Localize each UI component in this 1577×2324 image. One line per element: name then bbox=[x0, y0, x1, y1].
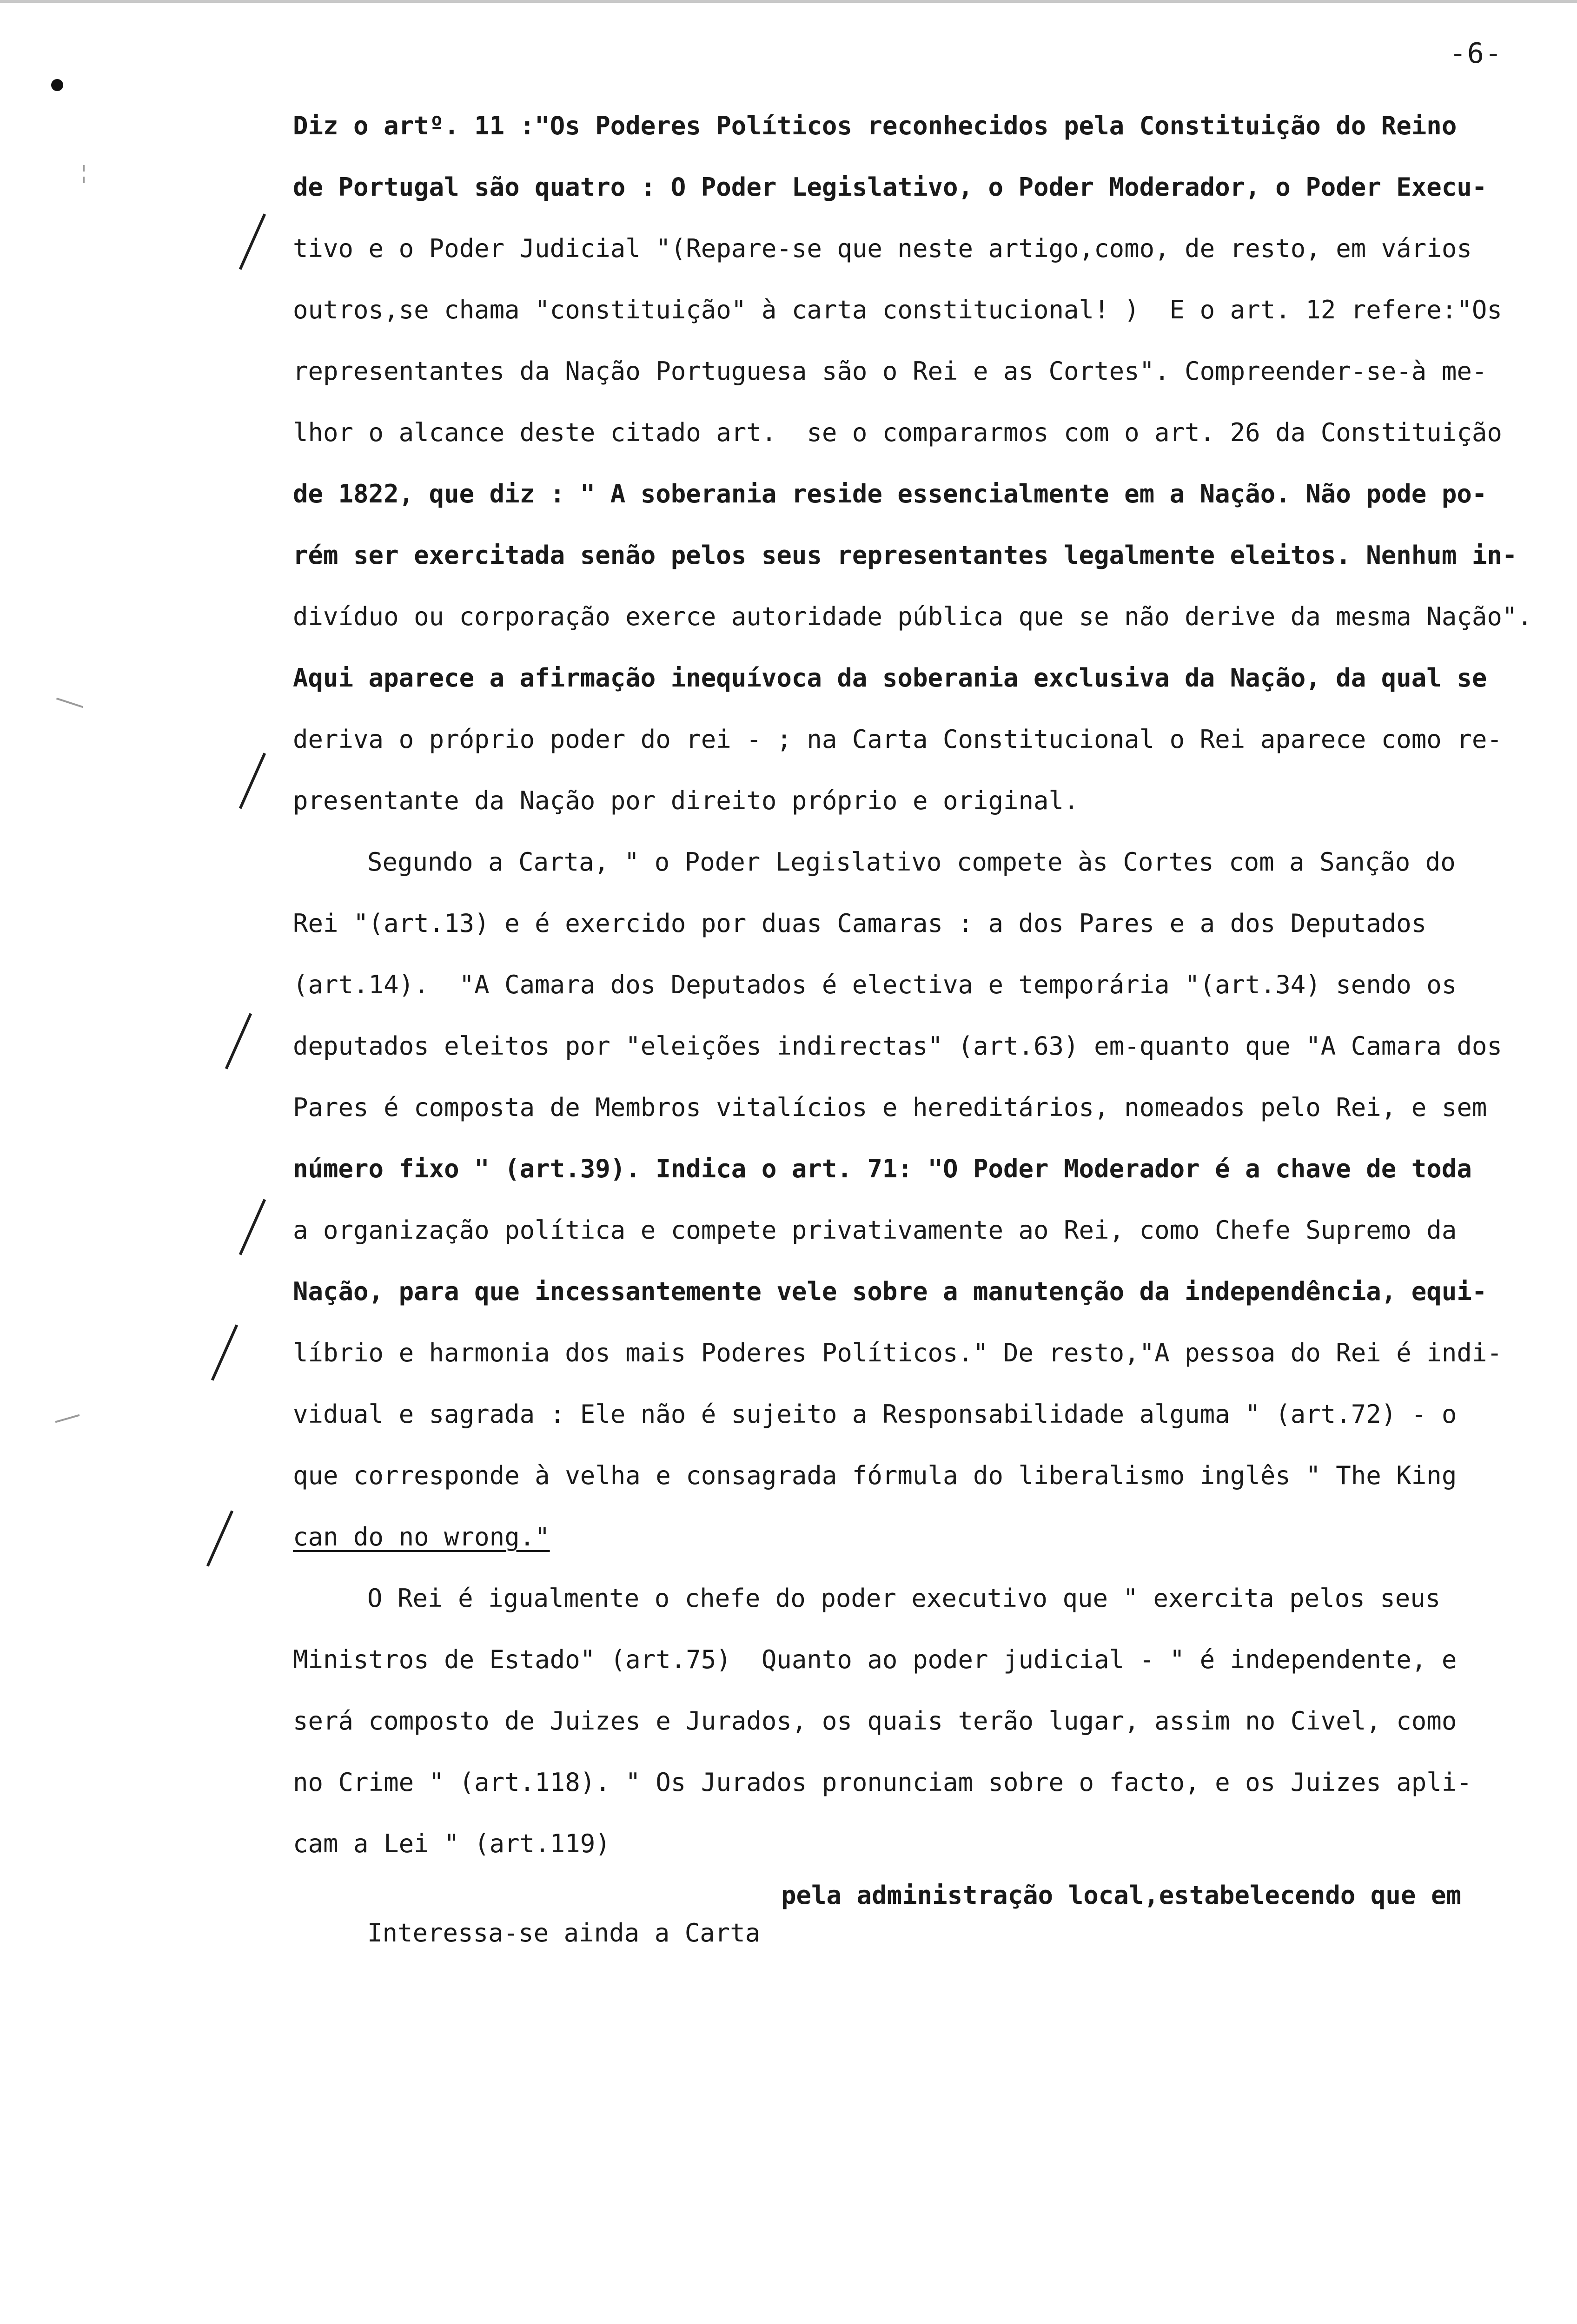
text-line: divíduo ou corporação exerce autoridade pública que se não derive da mesma Nação". bbox=[293, 602, 1532, 631]
text-line: Ministros de Estado" (art.75) Quanto ao poder judicial - " é independente, e bbox=[293, 1645, 1457, 1674]
text-line: Diz o artº. 11 :"Os Poderes Políticos reconhecidos pela Constituição do Reino bbox=[293, 111, 1457, 140]
text-line: (art.14). "A Camara dos Deputados é electiva e temporária "(art.34) sendo os bbox=[293, 970, 1457, 999]
punch-hole-mark bbox=[51, 79, 63, 91]
text-line: lhor o alcance deste citado art. se o compararmos com o art. 26 da Constituição bbox=[293, 418, 1502, 447]
text-line: número fixo " (art.39). Indica o art. 71: "O Poder Moderador é a chave de toda bbox=[293, 1154, 1472, 1183]
margin-smudge bbox=[83, 165, 85, 172]
text-line: no Crime " (art.118). " Os Jurados pronunciam sobre o facto, e os Juizes apli- bbox=[293, 1768, 1472, 1797]
text-line: rém ser exercitada senão pelos seus representantes legalmente eleitos. Nenhum in- bbox=[293, 541, 1517, 570]
text-line: representantes da Nação Portuguesa são o Rei e as Cortes". Compreender-se-à me- bbox=[293, 357, 1487, 386]
last-text-line: Interessa-se ainda a Carta bbox=[367, 1918, 761, 1948]
margin-slash-mark bbox=[239, 213, 266, 270]
text-line: deputados eleitos por "eleições indirectas" (art.63) em-quanto que "A Camara dos bbox=[293, 1031, 1502, 1061]
text-line: de Portugal são quatro : O Poder Legislativo, o Poder Moderador, o Poder Execu- bbox=[293, 172, 1487, 202]
margin-slash-mark bbox=[239, 1199, 266, 1255]
text-line: tivo e o Poder Judicial "(Repare-se que neste artigo,como, de resto, em vários bbox=[293, 234, 1472, 263]
text-line: Rei "(art.13) e é exercido por duas Camaras : a dos Pares e a dos Deputados bbox=[293, 909, 1427, 938]
text-line: vidual e sagrada : Ele não é sujeito a Responsabilidade alguma " (art.72) - o bbox=[293, 1400, 1457, 1429]
text-line: Aqui aparece a afirmação inequívoca da soberania exclusiva da Nação, da qual se bbox=[293, 663, 1487, 693]
margin-slash-mark bbox=[225, 1013, 252, 1069]
margin-slash-mark bbox=[206, 1510, 233, 1566]
margin-slash-mark bbox=[239, 753, 266, 809]
text-line: deriva o próprio poder do rei - ; na Carta Constitucional o Rei aparece como re- bbox=[293, 725, 1502, 754]
text-line: será composto de Juizes e Jurados, os quais terão lugar, assim no Civel, como bbox=[293, 1706, 1457, 1736]
text-line: O Rei é igualmente o chefe do poder executivo que " exercita pelos seus bbox=[367, 1584, 1441, 1613]
text-line: Nação, para que incessantemente vele sobre a manutenção da independência, equi- bbox=[293, 1277, 1487, 1306]
text-line: cam a Lei " (art.119) bbox=[293, 1829, 610, 1858]
margin-smudge bbox=[83, 177, 85, 183]
text-line: Segundo a Carta, " o Poder Legislativo compete às Cortes com a Sanção do bbox=[367, 847, 1456, 877]
margin-curve bbox=[55, 1414, 80, 1423]
text-line: presentante da Nação por direito próprio e original. bbox=[293, 786, 1079, 815]
body-text bbox=[293, 95, 1532, 1964]
text-line: can do no wrong." bbox=[293, 1522, 550, 1552]
text-line: que corresponde à velha e consagrada fórmula do liberalismo inglês " The King bbox=[293, 1461, 1457, 1490]
text-line: a organização política e compete privativamente ao Rei, como Chefe Supremo da bbox=[293, 1215, 1457, 1245]
top-edge-rule bbox=[0, 0, 1577, 3]
text-line: outros,se chama "constituição" à carta constitucional! ) E o art. 12 refere:"Os bbox=[293, 295, 1502, 324]
margin-slash-mark bbox=[211, 1324, 238, 1380]
text-line: de 1822, que diz : " A soberania reside essencialmente em a Nação. Não pode po- bbox=[293, 479, 1487, 508]
page-number: -6- bbox=[1449, 37, 1503, 70]
text-line: líbrio e harmonia dos mais Poderes Políticos." De resto,"A pessoa do Rei é indi- bbox=[293, 1338, 1502, 1367]
text-line: Pares é composta de Membros vitalícios e hereditários, nomeados pelo Rei, e sem bbox=[293, 1093, 1487, 1122]
insertion-line: pela administração local,estabelecendo que em bbox=[781, 1881, 1461, 1910]
margin-curve bbox=[56, 698, 83, 708]
